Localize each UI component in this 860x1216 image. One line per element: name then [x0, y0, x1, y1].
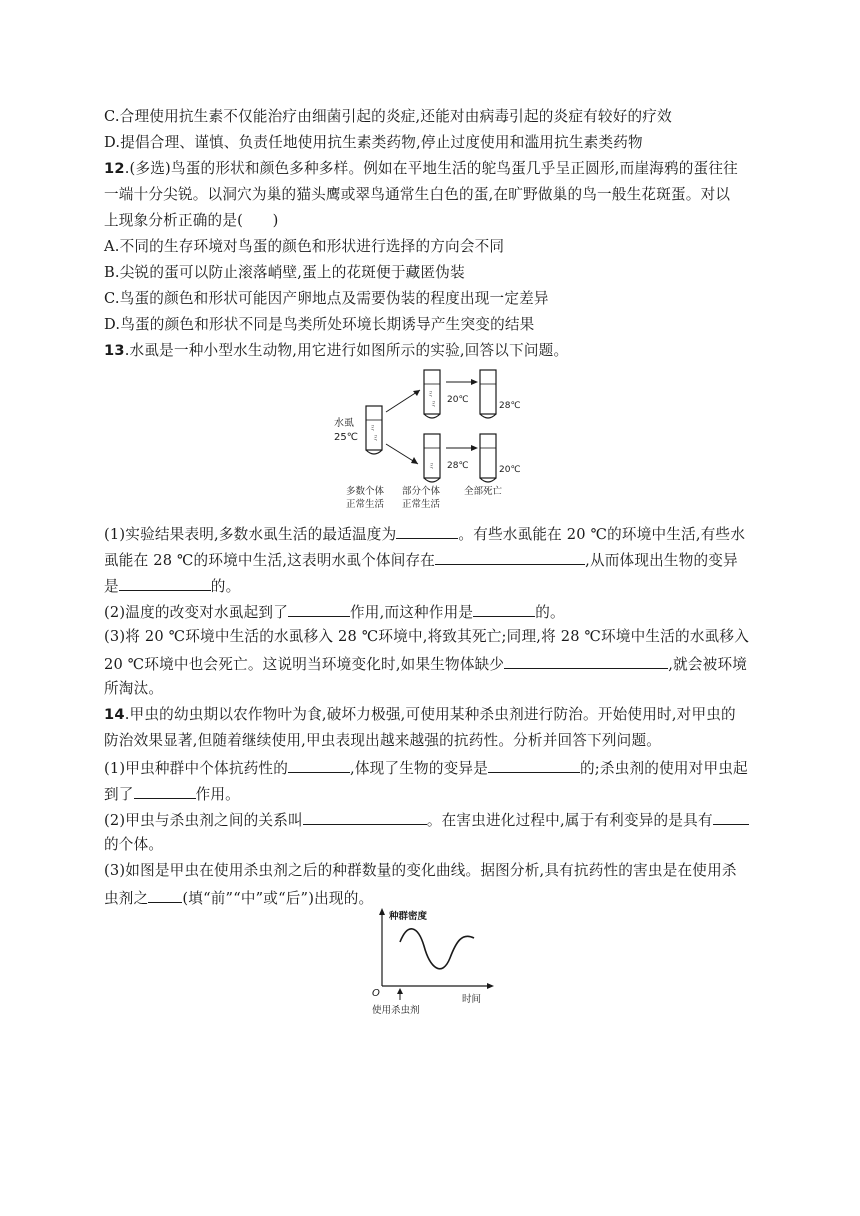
arrow-bottom-label: 28℃	[447, 461, 469, 471]
population-curve	[400, 929, 474, 969]
svg-text:ミ: ミ	[430, 400, 437, 408]
q13-blank-3[interactable]	[119, 575, 211, 591]
origin-label: O	[372, 988, 380, 999]
q13-blank-1[interactable]	[396, 523, 458, 539]
tube-bottom-right-label: 20℃	[499, 465, 521, 475]
q12-option-c: C.鸟蛋的颜色和形状可能因产卵地点及需要伪装的程度出现一定差异	[104, 290, 549, 307]
y-axis-label: 种群密度	[389, 911, 428, 922]
svg-text:ミ: ミ	[372, 434, 379, 442]
q14-part2-line2: 的个体。	[104, 836, 164, 853]
q14-blank-2[interactable]	[488, 757, 580, 773]
q13-stem-text: .水虱是一种小型水生动物,用它进行如图所示的实验,回答以下问题。	[124, 342, 569, 359]
left-label-name: 水虱	[334, 418, 354, 429]
q14-p3-text-c: (填“前”“中”或“后”)出现的。	[182, 890, 374, 907]
q14-number: 14	[104, 706, 125, 723]
q13-part1-line3	[104, 575, 240, 597]
q14-p1-text-c: 的;杀虫剂的使用对甲虫起	[580, 760, 748, 777]
q14-part1-line1	[104, 757, 748, 779]
caption-1a: 多数个体	[346, 486, 385, 497]
q13-p3-text-b: 20 ℃环境中也会死亡。这说明当环境变化时,如果生物体缺少	[104, 656, 505, 673]
q12-option-d: D.鸟蛋的颜色和形状不同是鸟类所处环境长期诱导产生突变的结果	[104, 316, 535, 333]
pesticide-label: 使用杀虫剂	[372, 1005, 420, 1016]
q14-part2-line1	[104, 809, 749, 831]
tube-bottom-middle	[424, 434, 440, 478]
arrow-top-label: 20℃	[447, 395, 469, 405]
q13-p2-text-b: 作用,而这种作用是	[350, 604, 474, 621]
q13-part2	[104, 601, 565, 623]
left-label-temp: 25℃	[334, 432, 358, 443]
x-axis-label: 时间	[462, 994, 482, 1005]
q14-p3-text-b: 虫剂之	[104, 890, 149, 907]
q12-stem-line3: 上现象分析正确的是( )	[104, 212, 279, 229]
svg-text:ミ: ミ	[427, 390, 434, 398]
q13-stem	[104, 341, 568, 361]
q14-stem-line1	[104, 705, 736, 725]
q14-p1-text-a: (1)甲虫种群中个体抗药性的	[104, 760, 289, 777]
q14-part3-line1: (3)如图是甲虫在使用杀虫剂之后的种群数量的变化曲线。据图分析,具有抗药性的害虫是在使用杀	[104, 862, 737, 879]
q11-option-c: C.合理使用抗生素不仅能治疗由细菌引起的炎症,还能对由病毒引起的炎症有较好的疗效	[104, 108, 672, 125]
q13-p1-text-d: ,从而体现出生物的变异	[585, 552, 738, 569]
q13-p2-text-a: (2)温度的改变对水虱起到了	[104, 604, 289, 621]
q14-part1-line2	[104, 783, 240, 805]
caption-1b: 正常生活	[346, 499, 385, 510]
q12-option-a: A.不同的生存环境对鸟蛋的颜色和形状进行选择的方向会不同	[104, 238, 505, 255]
q12-stem-text1: .(多选)鸟蛋的形状和颜色多种多样。例如在平地生活的鸵鸟蛋几乎呈正圆形,而崖海鸦的蛋往往	[124, 160, 738, 177]
q13-p1-text-f: 的。	[210, 578, 241, 595]
q13-part3-line3: 所淘汰。	[104, 680, 164, 697]
q14-blank-3[interactable]	[134, 783, 196, 799]
q14-p2-text-a: (2)甲虫与杀虫剂之间的关系叫	[104, 812, 303, 829]
q13-part3-line1: (3)将 20 ℃环境中生活的水虱移入 28 ℃环境中,将致其死亡;同理,将 28 ℃环境中生活的水虱移入	[104, 628, 749, 645]
q13-blank-4[interactable]	[288, 601, 350, 617]
q14-blank-1[interactable]	[288, 757, 350, 773]
q13-part3-line2	[104, 653, 747, 675]
q13-part1-line2	[104, 549, 738, 571]
tube-top-right	[480, 370, 496, 414]
caption-2a: 部分个体	[402, 486, 441, 497]
q14-stem-text1: .甲虫的幼虫期以农作物叶为食,破坏力极强,可使用某种杀虫剂进行防治。开始使用时,对甲虫的	[124, 706, 736, 723]
q13-p1-text-e: 是	[104, 578, 119, 595]
q13-part1-line1	[104, 523, 745, 545]
q14-p1-text-b: ,体现了生物的变异是	[350, 760, 488, 777]
q13-experiment-figure	[330, 368, 540, 512]
tube-bottom-right	[480, 434, 496, 478]
q13-number: 13	[104, 342, 125, 359]
q14-blank-5[interactable]	[713, 809, 749, 825]
q14-p2-text-b: 。在害虫进化过程中,属于有利变异的是具有	[426, 812, 713, 829]
q12-number: 12	[104, 160, 125, 177]
svg-text:ミ: ミ	[369, 424, 376, 432]
q13-p1-text-a: (1)实验结果表明,多数水虱生活的最适温度为	[104, 526, 397, 543]
q14-p1-text-d: 到了	[104, 786, 134, 803]
q13-p2-text-c: 的。	[535, 604, 565, 621]
q12-option-b: B.尖锐的蛋可以防止滚落峭壁,蛋上的花斑便于藏匿伪装	[104, 264, 465, 281]
q13-p3-text-c: ,就会被环境	[668, 656, 748, 673]
caption-3: 全部死亡	[464, 486, 503, 497]
q14-p1-text-e: 作用。	[195, 786, 240, 803]
q13-blank-5[interactable]	[473, 601, 535, 617]
q12-stem-line2: 一端十分尖锐。以洞穴为巢的猫头鹰或翠鸟通常生白色的蛋,在旷野做巢的鸟一般生花斑蛋。对以	[104, 186, 731, 203]
q14-population-graph	[362, 906, 512, 1016]
q14-blank-4[interactable]	[303, 809, 427, 825]
caption-2b: 正常生活	[402, 499, 441, 510]
tube-top-right-label: 28℃	[499, 401, 521, 411]
q14-stem-line2: 防治效果显著,但随着继续使用,甲虫表现出越来越强的抗药性。分析并回答下列问题。	[104, 732, 662, 749]
q14-part3-line2	[104, 887, 373, 909]
q14-blank-6[interactable]	[148, 887, 182, 903]
q13-p1-text-c: 虱能在 28 ℃的环境中生活,这表明水虱个体间存在	[104, 552, 436, 569]
q11-option-d: D.提倡合理、谨慎、负责任地使用抗生素类药物,停止过度使用和滥用抗生素类药物	[104, 134, 643, 151]
q13-p1-text-b: 。有些水虱能在 20 ℃的环境中生活,有些水	[458, 526, 746, 543]
svg-text:ミ: ミ	[428, 462, 435, 470]
q13-blank-6[interactable]	[504, 653, 668, 669]
q12-stem-line1	[104, 159, 738, 179]
q13-blank-2[interactable]	[435, 549, 585, 565]
